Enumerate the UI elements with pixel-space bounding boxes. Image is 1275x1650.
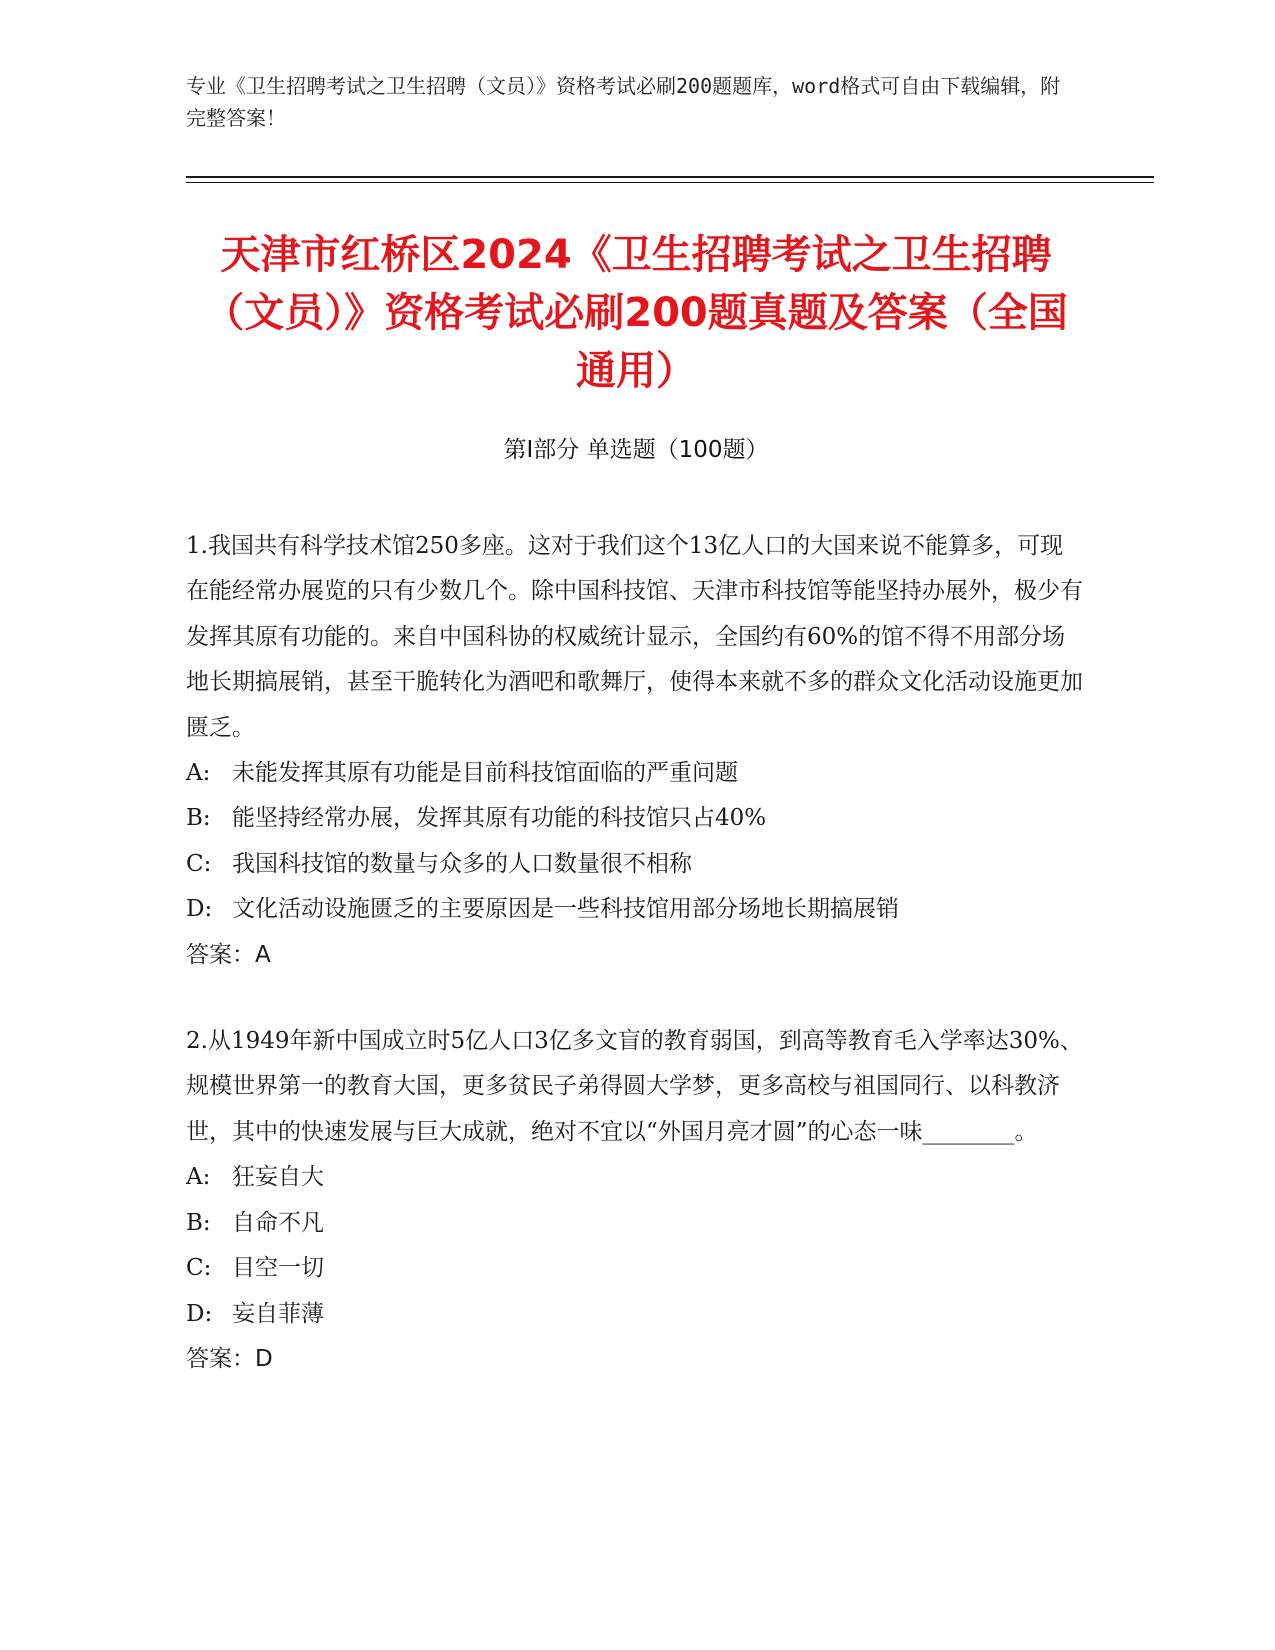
option-a xyxy=(186,751,1086,796)
header-rule-thick xyxy=(186,176,1154,178)
option-text: 文化活动设施匮乏的主要原因是一些科技馆用部分场地长期搞展销 xyxy=(232,896,899,923)
option-label: A: xyxy=(186,760,211,787)
option-c xyxy=(186,842,1086,887)
section-heading: 第Ⅰ部分 单选题（100题） xyxy=(503,437,769,463)
option-label: B: xyxy=(186,1209,211,1236)
option-label: A: xyxy=(186,1164,211,1191)
option-text: 我国科技馆的数量与众多的人口数量很不相称 xyxy=(232,850,692,877)
question-2 xyxy=(186,1019,1086,1382)
option-c xyxy=(186,1246,1086,1291)
option-label: C: xyxy=(186,850,212,877)
option-label: D: xyxy=(186,1300,213,1327)
question-list xyxy=(186,524,1086,1423)
option-b xyxy=(186,796,1086,841)
option-d xyxy=(186,887,1086,932)
option-text: 未能发挥其原有功能是目前科技馆面临的严重问题 xyxy=(232,760,738,787)
question-1 xyxy=(186,524,1086,978)
header-note: 专业《卫生招聘考试之卫生招聘（文员）》资格考试必刷200题题库，word格式可自由下载编辑，附完整答案！ xyxy=(186,74,1061,130)
question-stem: 2.从1949年新中国成立时5亿人口3亿多文盲的教育弱国，到高等教育毛入学率达30%、规模世界第一的教育大国，更多贫民子弟得圆大学梦，更多高校与祖国同行、以科教济世，其中的快速发展与巨大成就，绝对不宜以“外国月亮才圆”的心态一味________。 xyxy=(186,1028,1083,1145)
option-text: 能坚持经常办展，发挥其原有功能的科技馆只占40% xyxy=(232,805,767,832)
option-text: 狂妄自大 xyxy=(232,1164,324,1191)
option-label: B: xyxy=(186,805,211,832)
option-b xyxy=(186,1201,1086,1246)
document-title: 天津市红桥区2024《卫生招聘考试之卫生招聘（文员）》资格考试必刷200题真题及答案（全国通用） xyxy=(204,232,1068,394)
answer-line: 答案：D xyxy=(186,1345,273,1372)
option-label: D: xyxy=(186,896,213,923)
option-text: 目空一切 xyxy=(232,1255,324,1282)
option-text: 妄自菲薄 xyxy=(232,1300,324,1327)
option-label: C: xyxy=(186,1255,212,1282)
option-a xyxy=(186,1155,1086,1200)
answer-line: 答案：A xyxy=(186,941,271,968)
header-rule-thin xyxy=(186,182,1154,183)
option-text: 自命不凡 xyxy=(232,1209,324,1236)
question-stem: 1.我国共有科学技术馆250多座。这对于我们这个13亿人口的大国来说不能算多，可现在能经常办展览的只有少数几个。除中国科技馆、天津市科技馆等能坚持办展外，极少有发挥其原有功能的。来自中国科协的权威统计显示，全国约有60%的馆不得不用部分场地长期搞展销，甚至干脆转化为酒吧和歌舞厅，使得本来就不多的群众文化活动设施更加匮乏。 xyxy=(186,533,1083,741)
option-d xyxy=(186,1292,1086,1337)
